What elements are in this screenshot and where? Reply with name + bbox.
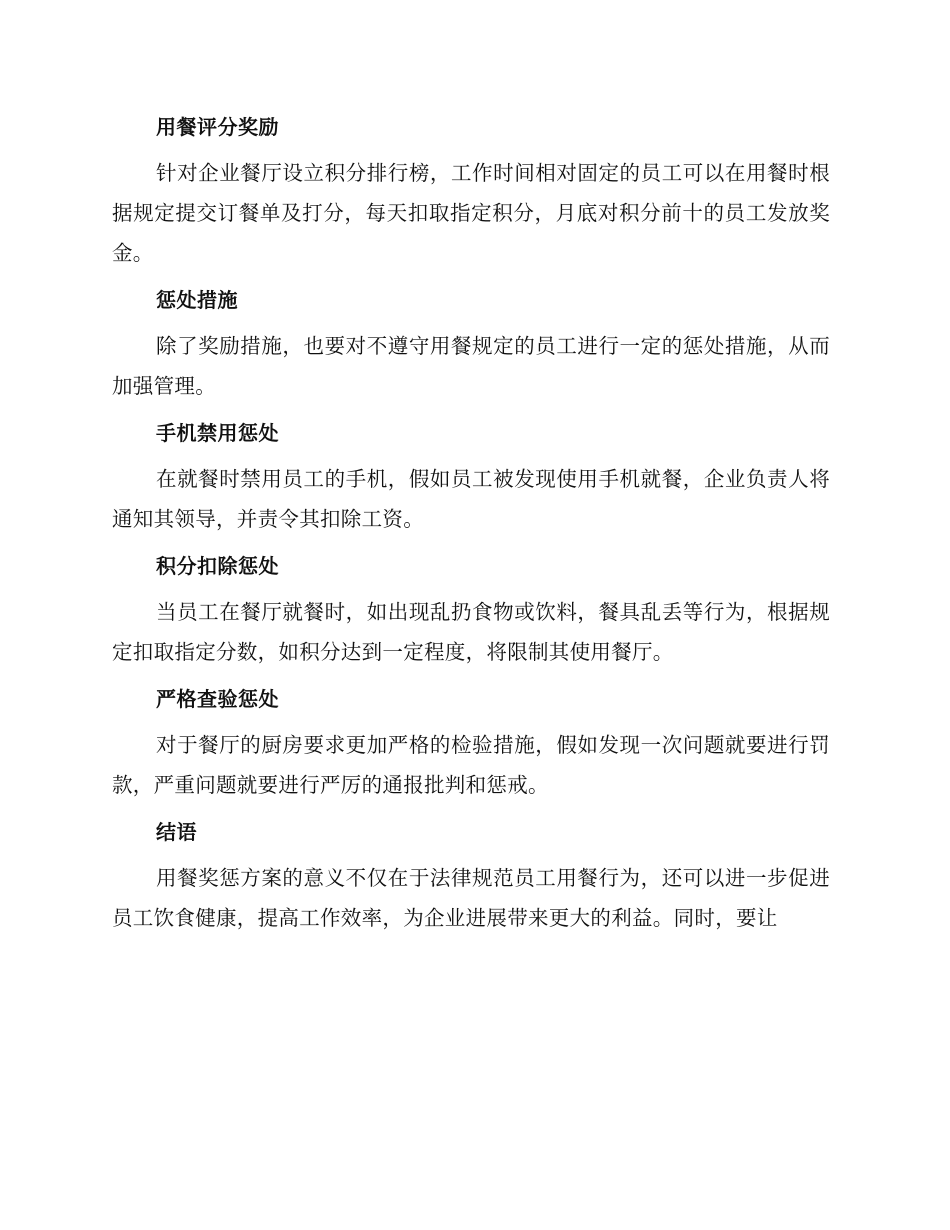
section-heading: 严格查验惩处 [156, 687, 279, 711]
section-paragraph: 除了奖励措施，也要对不遵守用餐规定的员工进行一定的惩处措施，从而加强管理。 [112, 334, 830, 398]
section-paragraph: 当员工在餐厅就餐时，如出现乱扔食物或饮料，餐具乱丢等行为，根据规定扣取指定分数，如积分达到一定程度，将限制其使用餐厅。 [112, 600, 830, 664]
section-paragraph: 用餐奖惩方案的意义不仅在于法律规范员工用餐行为，还可以进一步促进员工饮食健康，提高工作效率，为企业进展带来更大的利益。同时，要让 [112, 866, 830, 930]
section-heading: 手机禁用惩处 [156, 421, 279, 445]
section-phone-ban-penalty [112, 413, 830, 539]
section-paragraph: 在就餐时禁用员工的手机，假如员工被发现使用手机就餐，企业负责人将通知其领导，并责令其扣除工资。 [112, 467, 830, 531]
section-heading: 结语 [156, 820, 197, 844]
section-heading: 积分扣除惩处 [156, 554, 279, 578]
section-paragraph: 针对企业餐厅设立积分排行榜，工作时间相对固定的员工可以在用餐时根据规定提交订餐单及打分，每天扣取指定积分，月底对积分前十的员工发放奖金。 [112, 161, 830, 265]
section-meal-rating-reward [112, 107, 830, 273]
section-paragraph: 对于餐厅的厨房要求更加严格的检验措施，假如发现一次问题就要进行罚款，严重问题就要进行严厉的通报批判和惩戒。 [112, 733, 830, 797]
section-heading: 用餐评分奖励 [156, 115, 279, 139]
section-points-deduction-penalty [112, 546, 830, 672]
section-penalty-measures [112, 280, 830, 406]
section-heading: 惩处措施 [156, 288, 238, 312]
section-strict-inspection-penalty [112, 679, 830, 805]
section-conclusion [112, 812, 830, 938]
document-body [112, 107, 830, 945]
